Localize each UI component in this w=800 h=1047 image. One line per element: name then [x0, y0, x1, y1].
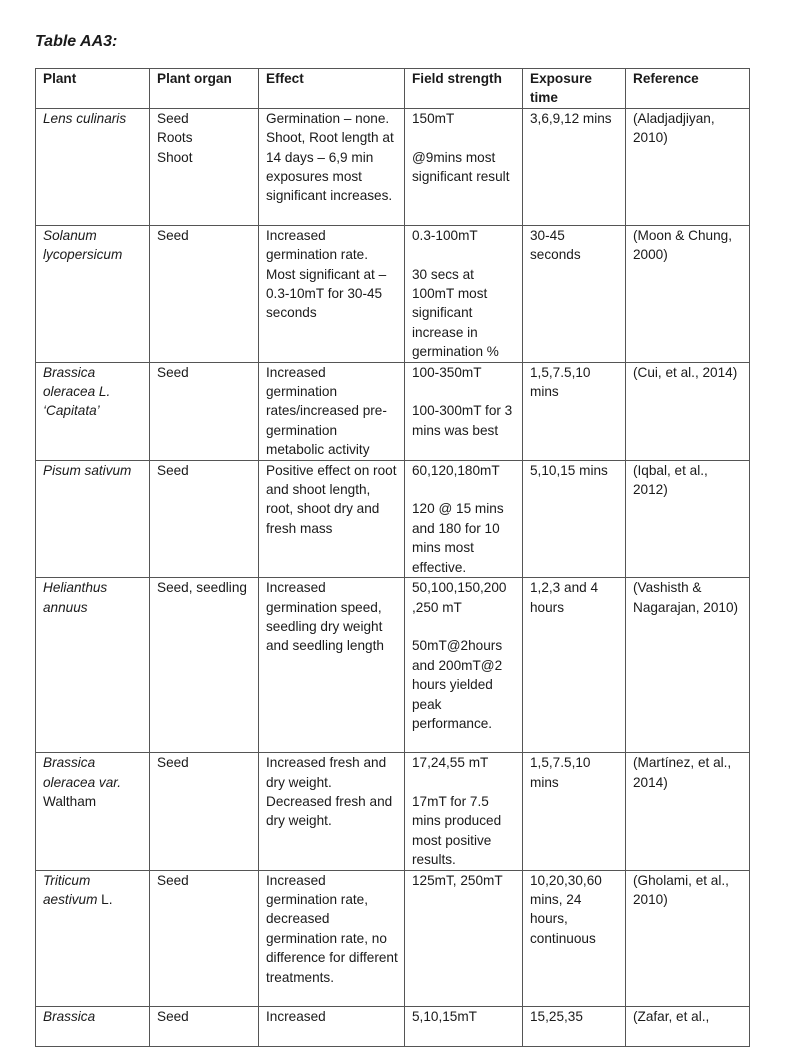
- organ-line: Seed: [157, 755, 189, 771]
- organ-line: Seed: [157, 364, 189, 380]
- cell-field-strength: [405, 225, 523, 362]
- field-line: 50,100,150,200 ,250 mT: [412, 580, 511, 615]
- field-line: 17mT for 7.5 mins produced most positive results.: [412, 793, 505, 868]
- organ-line: Roots: [157, 130, 193, 146]
- cell-effect: Increased: [259, 1006, 405, 1046]
- cell-reference: (Aladjadjiyan, 2010): [626, 108, 750, 225]
- cell-reference: (Martínez, et al., 2014): [626, 753, 750, 870]
- plant-name: L.: [97, 891, 113, 907]
- cell-exposure-time: 10,20,30,60 mins, 24 hours, continuous: [523, 870, 626, 1006]
- plant-name: Waltham: [43, 793, 97, 809]
- plant-name: Brassica oleracea var.: [43, 755, 122, 790]
- field-gap: [412, 617, 516, 636]
- table-caption: Table AA3:: [35, 33, 118, 50]
- cell-reference: (Cui, et al., 2014): [626, 362, 750, 460]
- organ-line: Seed: [157, 872, 189, 888]
- plant-name: Solanum lycopersicum: [43, 227, 123, 263]
- cell-plant: [36, 1006, 150, 1046]
- organ-line: Seed: [157, 1008, 189, 1024]
- cell-field-strength: [405, 578, 523, 753]
- cell-plant-organ: [150, 578, 259, 753]
- field-line: 0.3-100mT: [412, 227, 478, 243]
- header-plant-organ: Plant organ: [150, 69, 259, 109]
- header-exposure-time: Exposure time: [523, 69, 626, 109]
- table-row: [36, 225, 750, 362]
- cell-field-strength: [405, 460, 523, 577]
- field-line: 100-350mT: [412, 364, 482, 380]
- cell-plant-organ: [150, 460, 259, 577]
- cell-field-strength: [405, 1006, 523, 1046]
- cell-field-strength: [405, 753, 523, 870]
- field-gap: [412, 480, 516, 499]
- field-line: 100-300mT for 3 mins was best: [412, 403, 517, 438]
- cell-reference: (Vashisth & Nagarajan, 2010): [626, 578, 750, 753]
- cell-plant: [36, 578, 150, 753]
- table-row: [36, 460, 750, 577]
- cell-plant: [36, 362, 150, 460]
- cell-plant-organ: [150, 870, 259, 1006]
- organ-line: Seed: [157, 110, 189, 126]
- field-line: 125mT, 250mT: [412, 872, 503, 888]
- cell-exposure-time: 30-45 seconds: [523, 225, 626, 362]
- cell-exposure-time: 15,25,35: [523, 1006, 626, 1046]
- cell-field-strength: [405, 362, 523, 460]
- cell-reference: (Zafar, et al.,: [626, 1006, 750, 1046]
- plant-name: Lens culinaris: [43, 110, 127, 126]
- plant-name: Brassica oleracea L. ‘Capitata’: [43, 364, 111, 419]
- field-gap: [412, 128, 516, 147]
- plant-name: Brassica: [43, 1008, 96, 1024]
- cell-exposure-time: 5,10,15 mins: [523, 460, 626, 577]
- cell-exposure-time: 1,5,7.5,10 mins: [523, 753, 626, 870]
- cell-effect: Germination – none. Shoot, Root length at 14 days – 6,9 min exposures most significant increases.: [259, 108, 405, 225]
- cell-field-strength: [405, 108, 523, 225]
- header-field-strength: Field strength: [405, 69, 523, 109]
- cell-plant: [36, 108, 150, 225]
- cell-field-strength: [405, 870, 523, 1006]
- field-line: 30 secs at 100mT most significant increase in germination %: [412, 266, 499, 360]
- cell-effect: Increased germination rate. Most significant at – 0.3-10mT for 30-45 seconds: [259, 225, 405, 362]
- field-line: 50mT@2hours and 200mT@2 hours yielded peak performance.: [412, 638, 506, 731]
- header-plant: Plant: [36, 69, 150, 109]
- field-line: 150mT: [412, 110, 455, 126]
- cell-reference: (Gholami, et al., 2010): [626, 870, 750, 1006]
- organ-line: Seed, seedling: [157, 580, 247, 596]
- header-reference: Reference: [626, 69, 750, 109]
- cell-plant: [36, 870, 150, 1006]
- plant-name: Pisum sativum: [43, 462, 132, 478]
- cell-plant-organ: [150, 362, 259, 460]
- cell-plant-organ: [150, 108, 259, 225]
- table-row: [36, 108, 750, 225]
- table-row: [36, 578, 750, 753]
- field-line: @9mins most significant result: [412, 149, 510, 185]
- header-row: [36, 69, 750, 109]
- cell-effect: Increased germination speed, seedling dry weight and seedling length: [259, 578, 405, 753]
- cell-plant: [36, 225, 150, 362]
- organ-line: Seed: [157, 227, 189, 243]
- cell-reference: (Moon & Chung, 2000): [626, 225, 750, 362]
- cell-plant: [36, 753, 150, 870]
- table-row: [36, 1006, 750, 1046]
- data-table: [35, 68, 750, 1047]
- table-row: [36, 362, 750, 460]
- cell-effect: Positive effect on root and shoot length, root, shoot dry and fresh mass: [259, 460, 405, 577]
- cell-exposure-time: 1,5,7.5,10 mins: [523, 362, 626, 460]
- cell-plant-organ: [150, 225, 259, 362]
- organ-line: Seed: [157, 462, 189, 478]
- cell-plant-organ: [150, 753, 259, 870]
- plant-name: Helianthus annuus: [43, 580, 108, 615]
- field-gap: [412, 382, 516, 401]
- cell-exposure-time: 1,2,3 and 4 hours: [523, 578, 626, 753]
- field-line: 120 @ 15 mins and 180 for 10 mins most effective.: [412, 501, 508, 575]
- table-row: [36, 753, 750, 870]
- field-gap: [412, 245, 516, 264]
- field-line: 17,24,55 mT: [412, 755, 489, 771]
- field-line: 5,10,15mT: [412, 1008, 477, 1024]
- cell-effect: Increased germination rate, decreased germination rate, no difference for different treatments.: [259, 870, 405, 1006]
- plant-name: Triticum aestivum: [43, 872, 98, 907]
- cell-effect: Increased fresh and dry weight. Decreased fresh and dry weight.: [259, 753, 405, 870]
- header-effect: Effect: [259, 69, 405, 109]
- cell-plant-organ: [150, 1006, 259, 1046]
- cell-reference: (Iqbal, et al., 2012): [626, 460, 750, 577]
- field-line: 60,120,180mT: [412, 462, 500, 478]
- cell-effect: Increased germination rates/increased pre-germination metabolic activity: [259, 362, 405, 460]
- organ-line: Shoot: [157, 149, 193, 165]
- cell-exposure-time: 3,6,9,12 mins: [523, 108, 626, 225]
- field-gap: [412, 773, 516, 792]
- table-row: [36, 870, 750, 1006]
- cell-plant: [36, 460, 150, 577]
